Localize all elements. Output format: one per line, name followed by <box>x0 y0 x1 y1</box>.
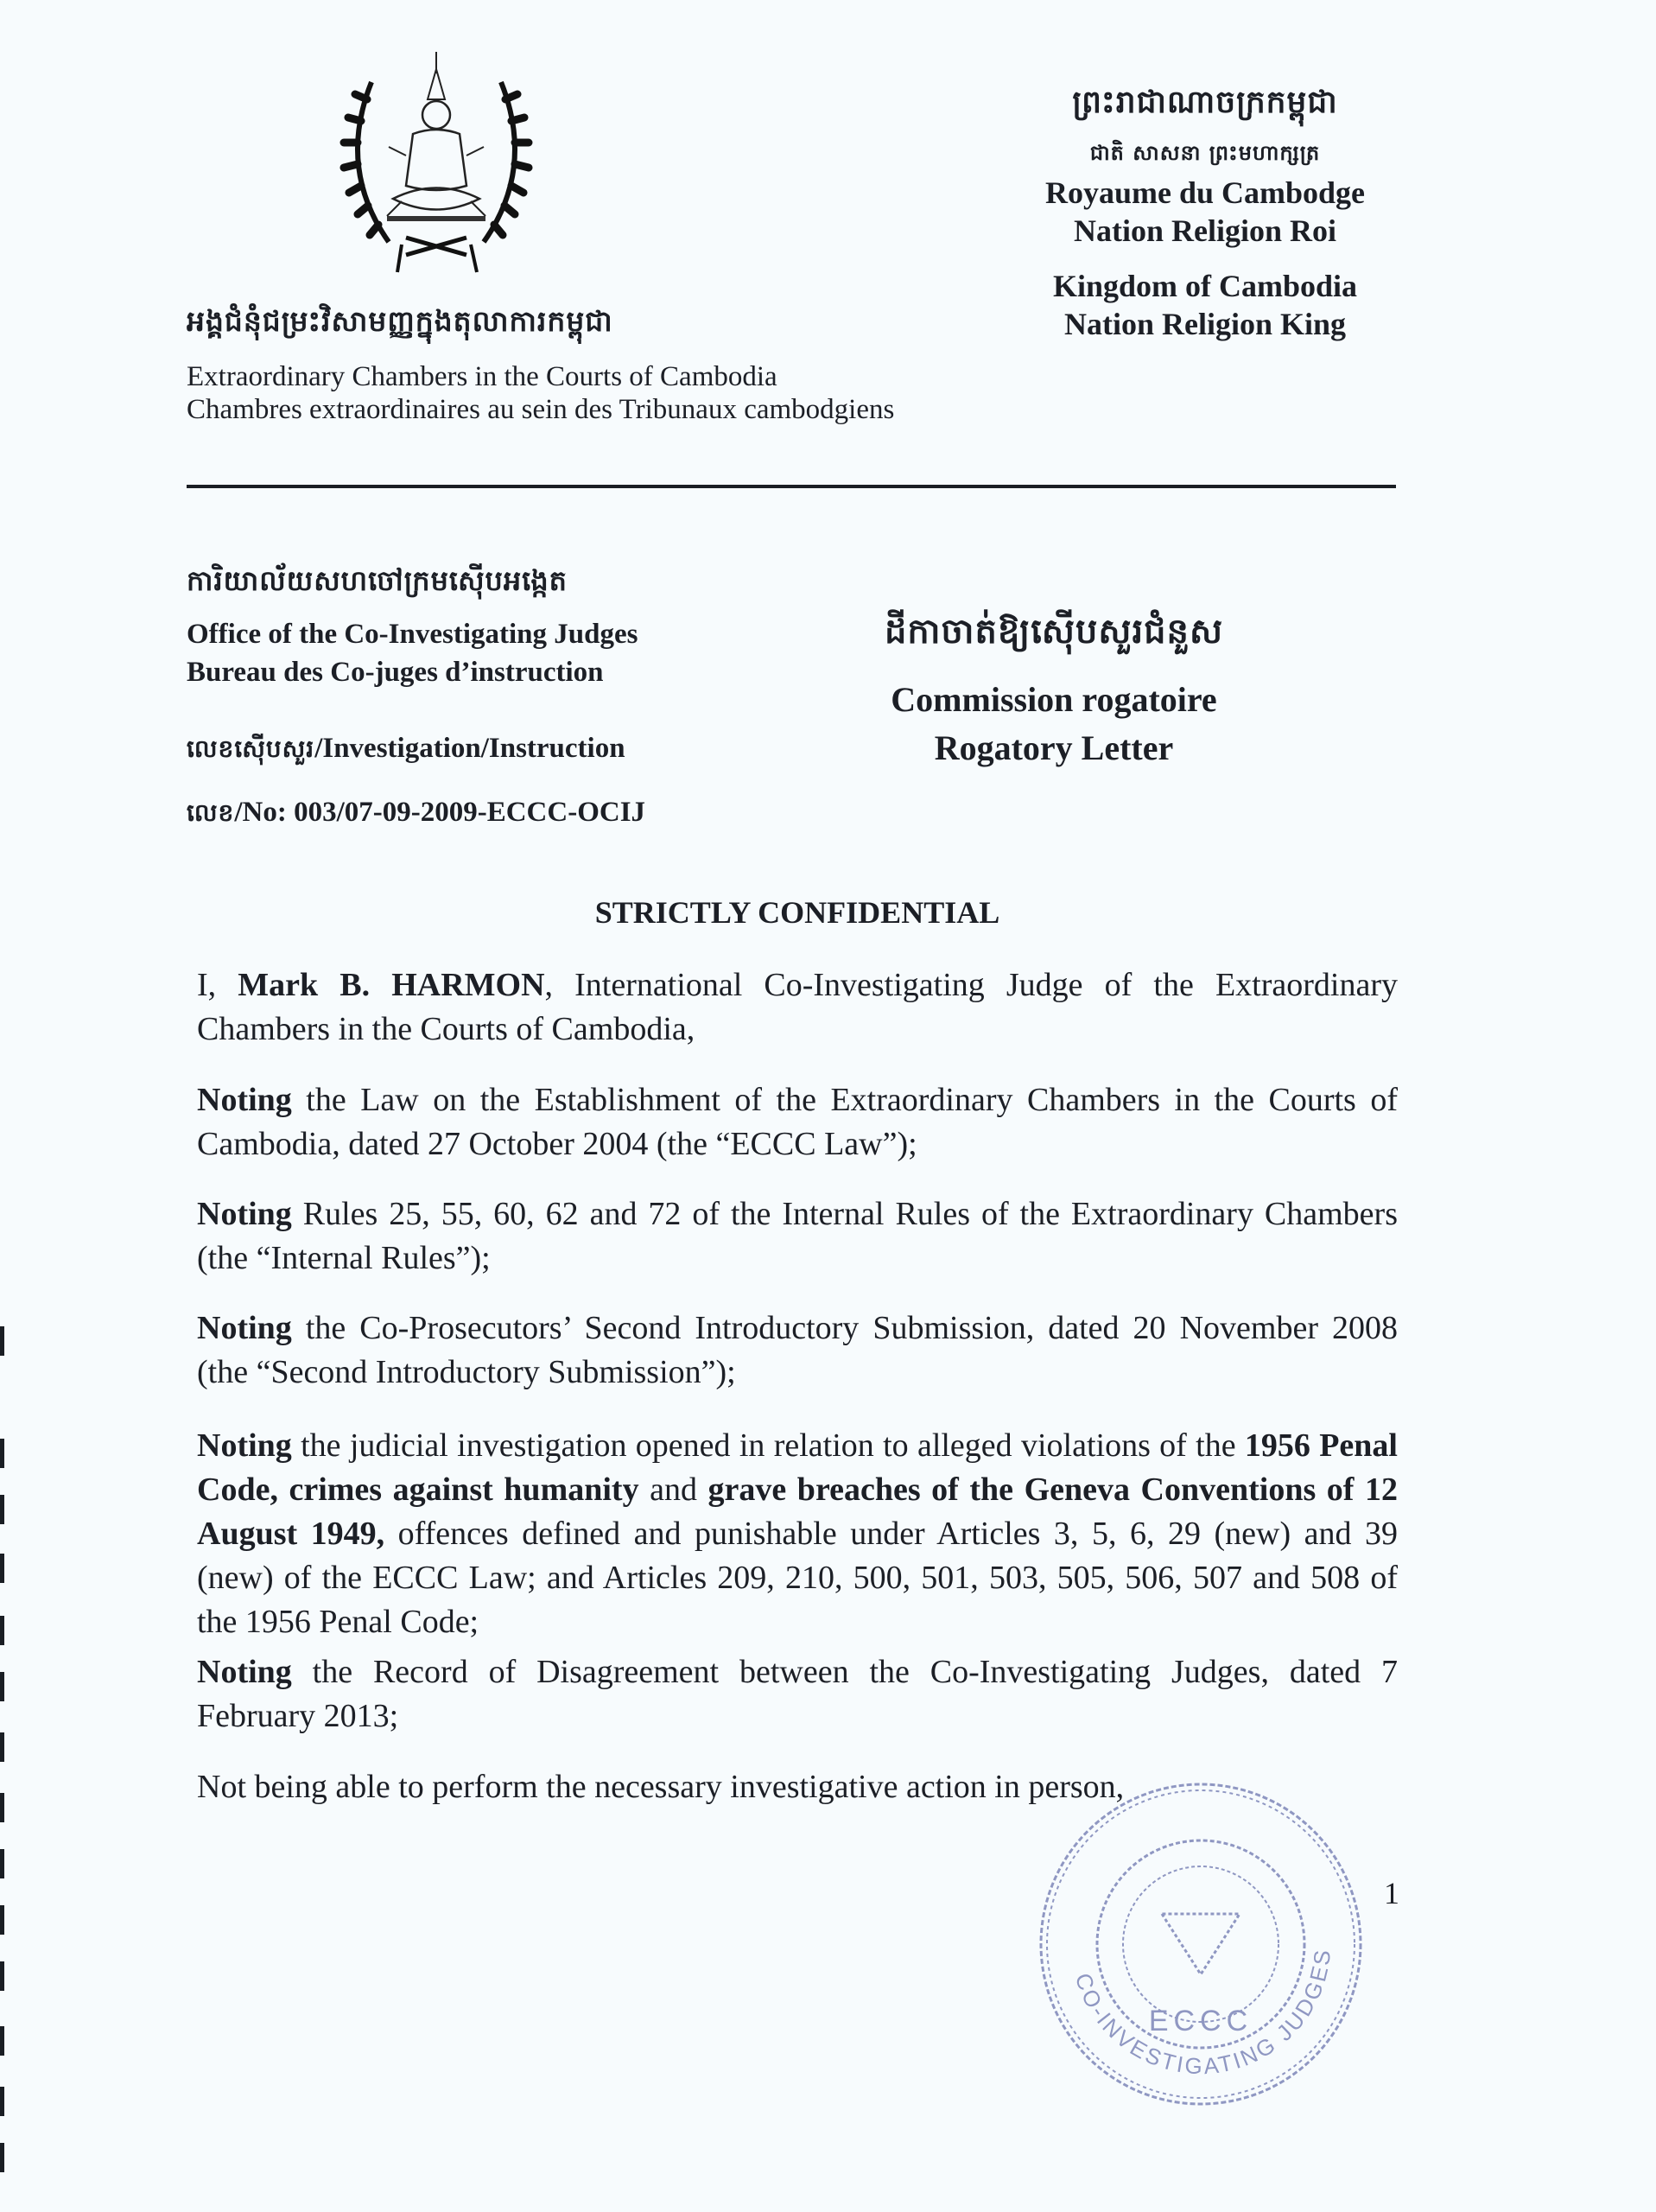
doc-type-french: Commission rogatoire <box>891 680 1217 719</box>
stamp-inner-text: ECCC <box>1148 2005 1253 2037</box>
paragraph-text: Not being able to perform the necessary investigative action in person, <box>197 1769 1125 1805</box>
investigation-label: /Investigation/Instruction <box>314 733 625 764</box>
english-kingdom: Kingdom of Cambodia <box>1052 269 1358 303</box>
intro-text: , International Co-Investigating Judge of the Extraordinary Chambers in the Courts of Cambodia, <box>197 967 1398 1047</box>
french-kingdom: Royaume du Cambodge <box>1044 175 1366 210</box>
paragraph-introduction <box>197 963 1398 1052</box>
binding-mark <box>0 2087 4 2116</box>
paragraph-text: Rules 25, 55, 60, 62 and 72 of the Internal Rules of the Extraordinary Chambers (the “Internal Rules”); <box>197 1196 1398 1276</box>
intro-pre: I, <box>197 967 238 1003</box>
binding-mark <box>0 2026 4 2056</box>
noting-label: Noting <box>197 1082 292 1118</box>
paragraph-noting-eccc-law <box>197 1078 1398 1166</box>
binding-mark <box>0 1961 4 1991</box>
paragraph-text: the Law on the Establishment of the Extraordinary Chambers in the Courts of Cambodia, dated 27 October 2004 (the “ECCC Law”); <box>197 1082 1398 1162</box>
binding-mark <box>0 1495 4 1524</box>
doc-type-english: Rogatory Letter <box>934 728 1174 767</box>
case-number: /No: 003/07-09-2009-ECCC-OCIJ <box>234 797 646 828</box>
stamp-outer-text: CO-INVESTIGATING JUDGES <box>1069 1946 1336 2080</box>
binding-mark <box>0 1554 4 1583</box>
office-khmer: ការិយាល័យសហចៅក្រមស៊ើបអង្កេត <box>187 564 568 597</box>
office-english: Office of the Co-Investigating Judges <box>187 619 638 650</box>
document-type-block <box>821 609 1287 772</box>
paragraph-noting-internal-rules <box>197 1192 1398 1281</box>
kingdom-header-block <box>1011 82 1399 343</box>
noting-label: Noting <box>197 1196 292 1232</box>
noting-label: Noting <box>197 1310 292 1346</box>
investigation-line <box>187 733 625 769</box>
khmer-kingdom: ព្រះរាជាណាចក្រកម្ពុជា <box>1072 85 1338 120</box>
english-motto: Nation Religion King <box>1063 307 1347 341</box>
office-french: Bureau des Co-juges d’instruction <box>187 657 604 688</box>
binding-mark <box>0 1616 4 1645</box>
paragraph-text: the Co-Prosecutors’ Second Introductory Submission, dated 20 November 2008 (the “Second Introductory Submission”); <box>197 1310 1398 1390</box>
court-name-english: Extraordinary Chambers in the Courts of Cambodia <box>187 361 777 392</box>
classification-heading: STRICTLY CONFIDENTIAL <box>594 895 1000 930</box>
paragraph-noting-disagreement <box>197 1650 1398 1738</box>
bold-geneva: grave breaches of the Geneva Conventions of 12 August 1949, <box>197 1471 1398 1552</box>
eccc-emblem-logo <box>320 48 553 281</box>
french-motto: Nation Religion Roi <box>1073 213 1336 248</box>
binding-mark <box>0 1672 4 1701</box>
binding-mark <box>0 1905 4 1935</box>
number-khmer: លេខ <box>187 798 235 827</box>
paragraph-text: the judicial investigation opened in relation to alleged violations of the <box>291 1427 1245 1464</box>
paragraph-text: and <box>638 1471 708 1508</box>
bold-crimes: 1956 Penal Code, crimes against humanity <box>197 1427 1398 1508</box>
binding-mark <box>0 1793 4 1822</box>
header-divider <box>187 485 1396 488</box>
paragraph-text: the Record of Disagreement between the Co-Investigating Judges, dated 7 February 2013; <box>197 1654 1398 1734</box>
binding-mark <box>0 1732 4 1762</box>
case-number-line <box>187 797 645 833</box>
binding-mark <box>0 1849 4 1878</box>
paragraph-noting-submission <box>197 1306 1398 1395</box>
noting-label: Noting <box>197 1654 292 1690</box>
official-seal-stamp <box>1032 1776 1369 2113</box>
binding-mark <box>0 1439 4 1468</box>
khmer-motto: ជាតិ សាសនា ព្រះមហាក្សត្រ <box>1089 141 1321 165</box>
court-name-french: Chambres extraordinaires au sein des Tribunaux cambodgiens <box>187 394 895 425</box>
investigation-khmer: លេខស៊ើបសួរ <box>187 734 315 763</box>
paragraph-text: offences defined and punishable under Articles 3, 5, 6, 29 (new) and 39 (new) of the ECCC Law; and Articles 209, 210, 500, 501, 503, 505, 506, 507 and 508 of the 1956 Penal Code; <box>197 1516 1398 1640</box>
khmer-court-name: អង្គជំនុំជម្រះវិសាមញ្ញក្នុងតុលាការកម្ពុជា <box>187 304 613 338</box>
doc-type-khmer: ដីកាចាត់ឱ្យស៊ើបសួរជំនួស <box>884 612 1224 652</box>
binding-mark <box>0 2143 4 2172</box>
binding-mark <box>0 1326 4 1356</box>
judge-name: Mark B. HARMON <box>238 967 545 1003</box>
noting-label: Noting <box>197 1427 292 1464</box>
page-number: 1 <box>1384 1876 1399 1910</box>
paragraph-noting-investigation <box>197 1424 1398 1644</box>
